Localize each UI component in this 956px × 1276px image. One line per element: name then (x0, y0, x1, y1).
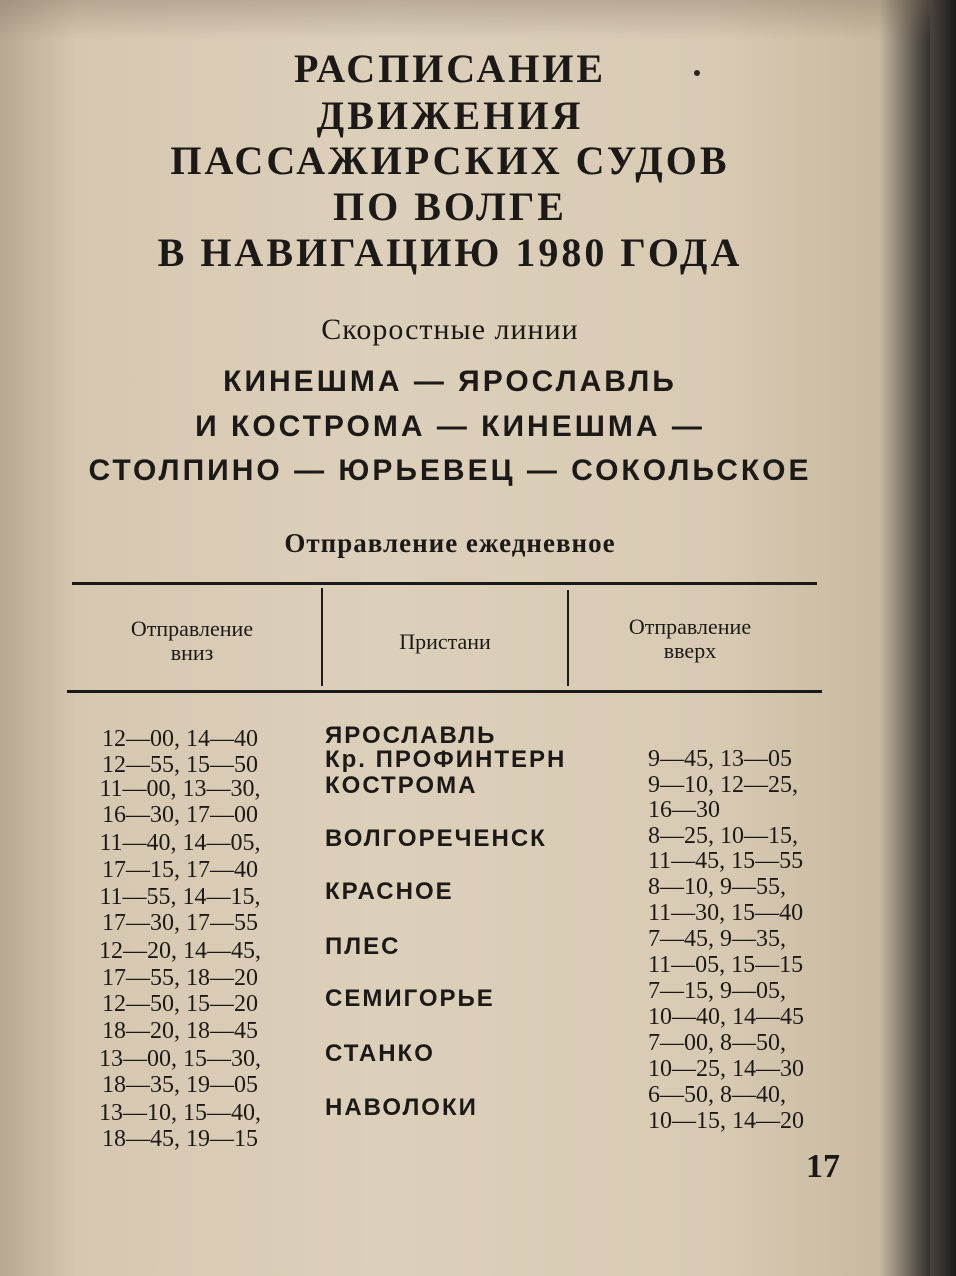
pier-name: НАВОЛОКИ (325, 1094, 478, 1121)
pier-name: СЕМИГОРЬЕ (325, 985, 495, 1012)
daily-note: Отправление ежедневное (284, 528, 616, 558)
down-times: 13—00, 15—30, (99, 1046, 261, 1072)
header-pier: Пристани (399, 629, 491, 654)
up-times: 10—15, 14—20 (648, 1108, 804, 1134)
up-times: 10—40, 14—45 (648, 1004, 804, 1030)
up-times: 8—10, 9—55, (648, 874, 786, 900)
down-times: 11—00, 13—30, (99, 776, 261, 802)
table-header-rule (67, 690, 822, 693)
title-line-4: ПО ВОЛГЕ (333, 184, 567, 229)
down-times: 17—55, 18—20 (102, 965, 258, 991)
title-line-5: В НАВИГАЦИЮ 1980 ГОДА (157, 230, 743, 275)
down-times: 12—50, 15—20 (102, 991, 258, 1017)
up-times: 6—50, 8—40, (648, 1082, 786, 1108)
down-times: 18—45, 19—15 (102, 1126, 258, 1152)
title-line-3: ПАССАЖИРСКИХ СУДОВ (170, 138, 730, 183)
up-times: 7—15, 9—05, (648, 978, 786, 1004)
up-times: 11—45, 15—55 (648, 848, 804, 874)
pier-name: Кр. ПРОФИНТЕРН (325, 746, 567, 773)
pier-name: КРАСНОЕ (325, 878, 454, 905)
header-down-line-1: Отправление (130, 616, 254, 641)
up-times: 7—45, 9—35, (648, 926, 786, 952)
title-line-1: РАСПИСАНИЕ (293, 46, 606, 91)
column-divider-2 (567, 590, 569, 686)
route-line-3: СТОЛПИНО — ЮРЬЕВЕЦ — СОКОЛЬСКОЕ (88, 454, 812, 487)
route-line-2: И КОСТРОМА — КИНЕШМА — (195, 410, 705, 443)
route-line-1: КИНЕШМА — ЯРОСЛАВЛЬ (223, 365, 677, 398)
header-up-line-2: вверх (663, 638, 717, 663)
pier-name: ПЛЕС (325, 933, 401, 960)
down-times: 12—20, 14—45, (99, 938, 261, 964)
down-times: 16—30, 17—00 (102, 802, 258, 828)
up-times: 7—00, 8—50, (648, 1030, 786, 1056)
header-down-line-2: вниз (170, 640, 214, 665)
down-times: 17—30, 17—55 (102, 910, 258, 936)
title-line-2: ДВИЖЕНИЯ (316, 93, 584, 138)
up-times: 16—30 (648, 797, 720, 823)
pier-name: ЯРОСЛАВЛЬ (325, 722, 497, 749)
header-up (580, 615, 800, 663)
header-down (82, 617, 302, 665)
down-times: 11—40, 14—05, (99, 830, 261, 856)
down-times: 18—35, 19—05 (102, 1072, 258, 1098)
header-up-line-1: Отправление (628, 614, 752, 639)
up-times: 8—25, 10—15, (648, 823, 798, 849)
page-number: 17 (806, 1148, 840, 1185)
down-times: 13—10, 15—40, (99, 1100, 261, 1126)
down-times: 12—55, 15—50 (102, 752, 258, 778)
up-times: 9—45, 13—05 (648, 746, 792, 772)
page-shadow (0, 0, 956, 40)
table-top-rule (72, 582, 817, 585)
column-divider-1 (321, 588, 323, 686)
down-times: 18—20, 18—45 (102, 1018, 258, 1044)
pier-name: СТАНКО (325, 1040, 435, 1067)
down-times: 17—15, 17—40 (102, 857, 258, 883)
up-times: 10—25, 14—30 (648, 1056, 804, 1082)
up-times: 11—05, 15—15 (648, 952, 804, 978)
pier-name: КОСТРОМА (325, 772, 478, 799)
up-times: 11—30, 15—40 (648, 900, 804, 926)
up-times: 9—10, 12—25, (648, 772, 798, 798)
page-edge (930, 0, 956, 1276)
down-times: 12—00, 14—40 (102, 726, 258, 752)
down-times: 11—55, 14—15, (99, 884, 261, 910)
subtitle: Скоростные линии (321, 313, 579, 346)
pier-name: ВОЛГОРЕЧЕНСК (325, 825, 547, 852)
